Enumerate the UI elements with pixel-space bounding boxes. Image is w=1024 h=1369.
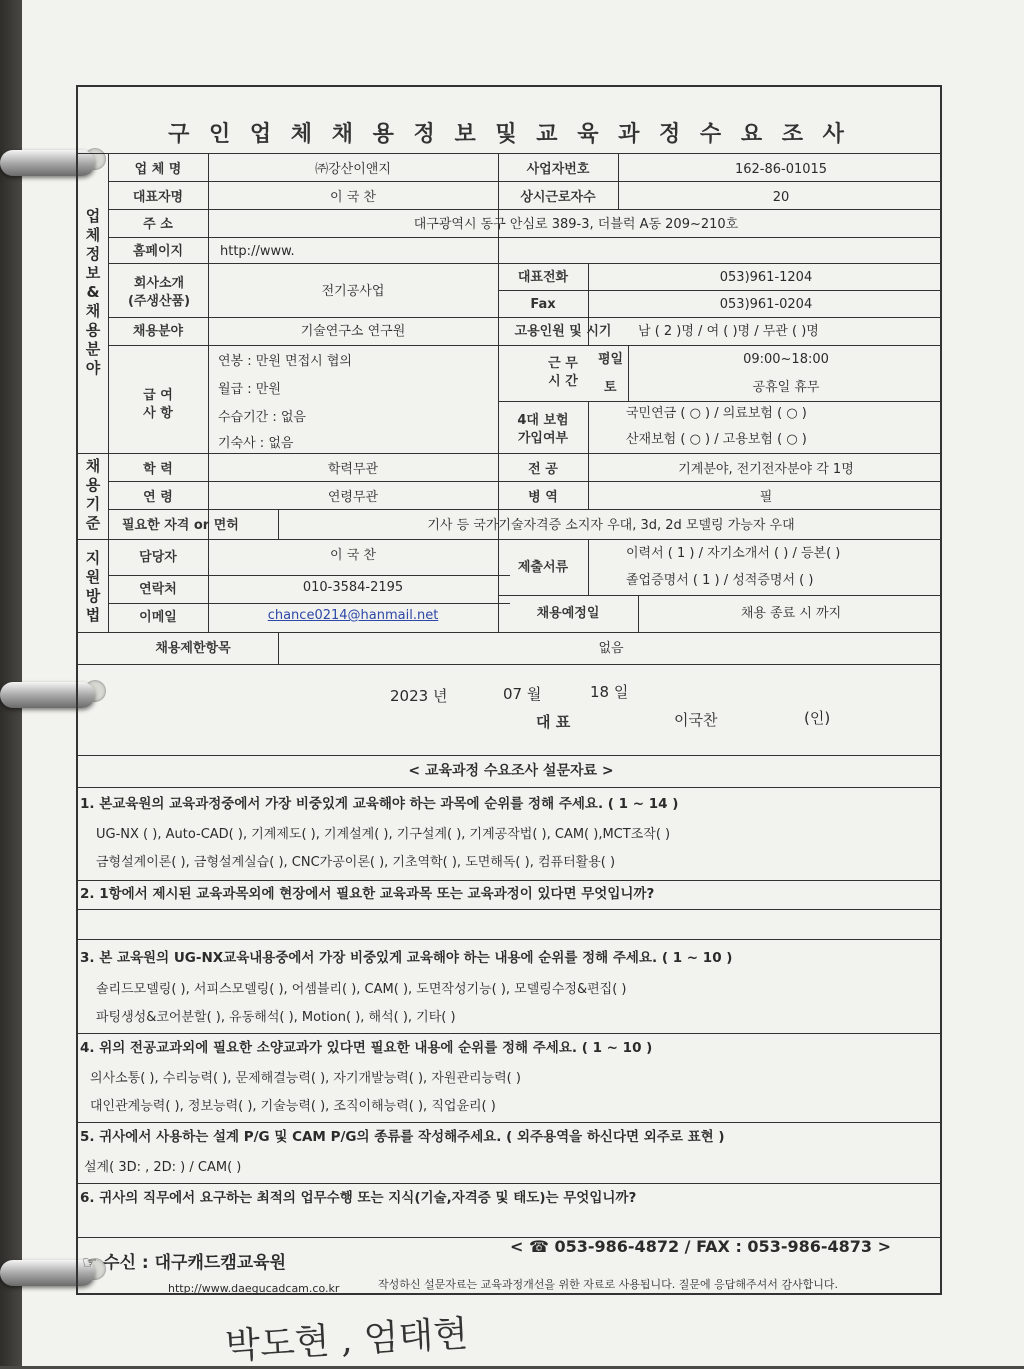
- question-1-options-b: 금형설계이론( ), 금형설계실습( ), CNC가공이론( ), 기초역학( ), 도면해독( ), 컴퓨터활용( ): [96, 855, 616, 870]
- major-value: 기계분야, 전기전자분야 각 1명: [678, 462, 854, 477]
- salary-label: 급 여 사 항: [143, 388, 173, 421]
- rep-name: 이국찬: [674, 711, 718, 729]
- homepage-label: 홈페이지: [132, 244, 184, 259]
- question-1: 1. 본교육원의 교육과정중에서 가장 비중있게 교육해야 하는 과목에 순위를 정해 주세요. ( 1 ~ 14 ): [80, 796, 679, 812]
- saturday-label: 토: [604, 380, 617, 395]
- question-3-options-b: 파팅생성&코어분할( ), 유동해석( ), Motion( ), 해석( ), 기타( ): [96, 1010, 456, 1025]
- seal-mark: (인): [804, 709, 831, 727]
- question-5-answer: 설계( 3D: , 2D: ) / CAM( ): [84, 1160, 242, 1175]
- question-4-options-b: 대인관계능력( ), 정보능력( ), 기술능력( ), 조직이해능력( ), 직업윤리( ): [90, 1099, 496, 1114]
- docs-label: 제출서류: [517, 560, 569, 575]
- training-period: 수습기간 : 없음: [218, 410, 306, 425]
- age-label: 연 령: [143, 490, 173, 505]
- salary-year: 연봉 : 만원 면접시 협의: [218, 354, 352, 369]
- biz-no-value: 162-86-01015: [734, 162, 828, 177]
- rep-label: 대 표: [536, 713, 571, 731]
- footer-recipient: ☞ 수신 : 대구캐드캠교육원: [82, 1253, 287, 1273]
- employees-value: 20: [772, 190, 790, 205]
- weekday-hours: 09:00~18:00: [743, 352, 829, 367]
- question-2: 2. 1항에서 제시된 교육과목외에 현장에서 필요한 교육과목 또는 교육과정이 있다면 무엇입니까?: [80, 886, 655, 902]
- hires-label: 고용인원 및 시기: [514, 324, 612, 339]
- employees-label: 상시근로자수: [520, 190, 596, 205]
- insurance-label: 4대 보험 가입여부: [517, 413, 569, 446]
- section-label-criteria: 채용기준: [85, 457, 101, 532]
- ceo-label: 대표자명: [132, 190, 184, 205]
- docs-row-2: 졸업증명서 ( 1 ) / 성적증명서 ( ): [626, 573, 814, 588]
- major-label: 전 공: [528, 462, 558, 477]
- military-value: 필: [759, 490, 773, 505]
- sign-month: 07 월: [503, 685, 542, 703]
- license-label: 필요한 자격 or 면허: [122, 518, 239, 533]
- field-value: 기술연구소 연구원: [300, 324, 406, 339]
- insurance-row-1: 국민연금 ( ○ ) / 의료보험 ( ○ ): [626, 406, 807, 421]
- contact-value: 이 국 찬: [330, 548, 376, 563]
- section-label-apply: 지원방법: [85, 549, 101, 624]
- contact-label: 담당자: [139, 550, 177, 565]
- restrict-value: 없음: [598, 641, 624, 656]
- handwritten-names: 박도현 , 엄태현: [224, 1313, 470, 1368]
- email-label: 이메일: [139, 610, 177, 625]
- biz-no-label: 사업자번호: [526, 162, 590, 177]
- question-6: 6. 귀사의 직무에서 요구하는 최적의 업무수행 또는 지식(기술,자격증 및 태도)는 무엇입니까?: [80, 1190, 637, 1206]
- fax-value: 053)961-0204: [719, 297, 813, 312]
- hire-date-value: 채용 종료 시 까지: [740, 606, 842, 621]
- edu-label: 학 력: [143, 462, 173, 477]
- phone-value: 053)961-1204: [719, 270, 813, 285]
- question-3-options-a: 솔리드모델링( ), 서피스모델링( ), 어셈블리( ), CAM( ), 도면작성기능( ), 모델링수정&편집( ): [96, 982, 627, 997]
- survey-form: [76, 85, 942, 1295]
- saturday-hours: 공휴일 휴무: [752, 380, 820, 395]
- weekday-label: 평일: [598, 352, 624, 367]
- question-5: 5. 귀사에서 사용하는 설계 P/G 및 CAM P/G의 종류를 작성해주세요. ( 외주용역을 하신다면 외주로 표현 ): [80, 1129, 725, 1145]
- age-value: 연령무관: [327, 490, 379, 505]
- sign-day: 18 일: [590, 683, 629, 701]
- form-title: 구 인 업 체 채 용 정 보 및 교 육 과 정 수 요 조 사: [168, 122, 850, 147]
- field-label: 채용분야: [132, 324, 184, 339]
- question-4-options-a: 의사소통( ), 수리능력( ), 문제해결능력( ), 자기개발능력( ), 자원관리능력( ): [90, 1071, 521, 1086]
- insurance-row-2: 산재보험 ( ○ ) / 고용보험 ( ○ ): [626, 432, 807, 447]
- company-name-label: 업 체 명: [134, 162, 182, 177]
- intro-label: 회사소개 (주생산품): [127, 276, 191, 309]
- homepage-value: http://www.: [220, 244, 295, 259]
- sign-year: 2023 년: [390, 687, 448, 705]
- restrict-label: 채용제한항목: [155, 641, 231, 656]
- question-4: 4. 위의 전공교과외에 필요한 소양교과가 있다면 필요한 내용에 순위를 정해 주세요. ( 1 ~ 10 ): [80, 1040, 653, 1056]
- footer-note: 작성하신 설문자료는 교육과정개선을 위한 자료로 사용됩니다. 질문에 응답해주셔서 감사합니다.: [378, 1278, 839, 1291]
- salary-month: 월급 : 만원: [218, 382, 281, 397]
- question-1-options-a: UG-NX ( ), Auto-CAD( ), 기계제도( ), 기계설계( ), 기구설계( ), 기계공작법( ), CAM( ),MCT조작( ): [96, 827, 671, 842]
- phone-label: 대표전화: [517, 270, 569, 285]
- hire-date-label: 채용예정일: [536, 606, 600, 621]
- survey-header: < 교육과정 수요조사 설문자료 >: [408, 763, 614, 779]
- section-label-company: 업체정보&채용분야: [85, 207, 101, 377]
- footer-url[interactable]: http://www.daegucadcam.co.kr: [168, 1282, 340, 1295]
- docs-row-1: 이력서 ( 1 ) / 자기소개서 ( ) / 등본( ): [626, 546, 841, 561]
- address-value: 대구광역시 동구 안심로 389-3, 더블럭 A동 209~210호: [413, 217, 739, 232]
- military-label: 병 역: [528, 490, 558, 505]
- hires-value: 남 ( 2 )명 / 여 ( )명 / 무관 ( )명: [638, 324, 819, 339]
- license-value: 기사 등 국가기술자격증 소지자 우대, 3d, 2d 모델링 가능자 우대: [427, 518, 795, 533]
- tel-label: 연락처: [139, 582, 177, 597]
- address-label: 주 소: [143, 217, 173, 232]
- fax-label: Fax: [530, 297, 556, 312]
- edu-value: 학력무관: [327, 462, 379, 477]
- question-3: 3. 본 교육원의 UG-NX교육내용중에서 가장 비중있게 교육해야 하는 내용에 순위를 정해 주세요. ( 1 ~ 10 ): [80, 950, 733, 966]
- dormitory: 기숙사 : 없음: [218, 436, 294, 451]
- ceo-value: 이 국 찬: [330, 190, 376, 205]
- tel-value: 010-3584-2195: [302, 580, 404, 595]
- intro-value: 전기공사업: [321, 284, 385, 299]
- email-link[interactable]: chance0214@hanmail.net: [267, 608, 439, 623]
- company-name-value: ㈜강산이앤지: [315, 162, 391, 177]
- footer-contact: < ☎ 053-986-4872 / FAX : 053-986-4873 >: [510, 1237, 892, 1256]
- hours-label: 근 무 시 간: [548, 356, 578, 389]
